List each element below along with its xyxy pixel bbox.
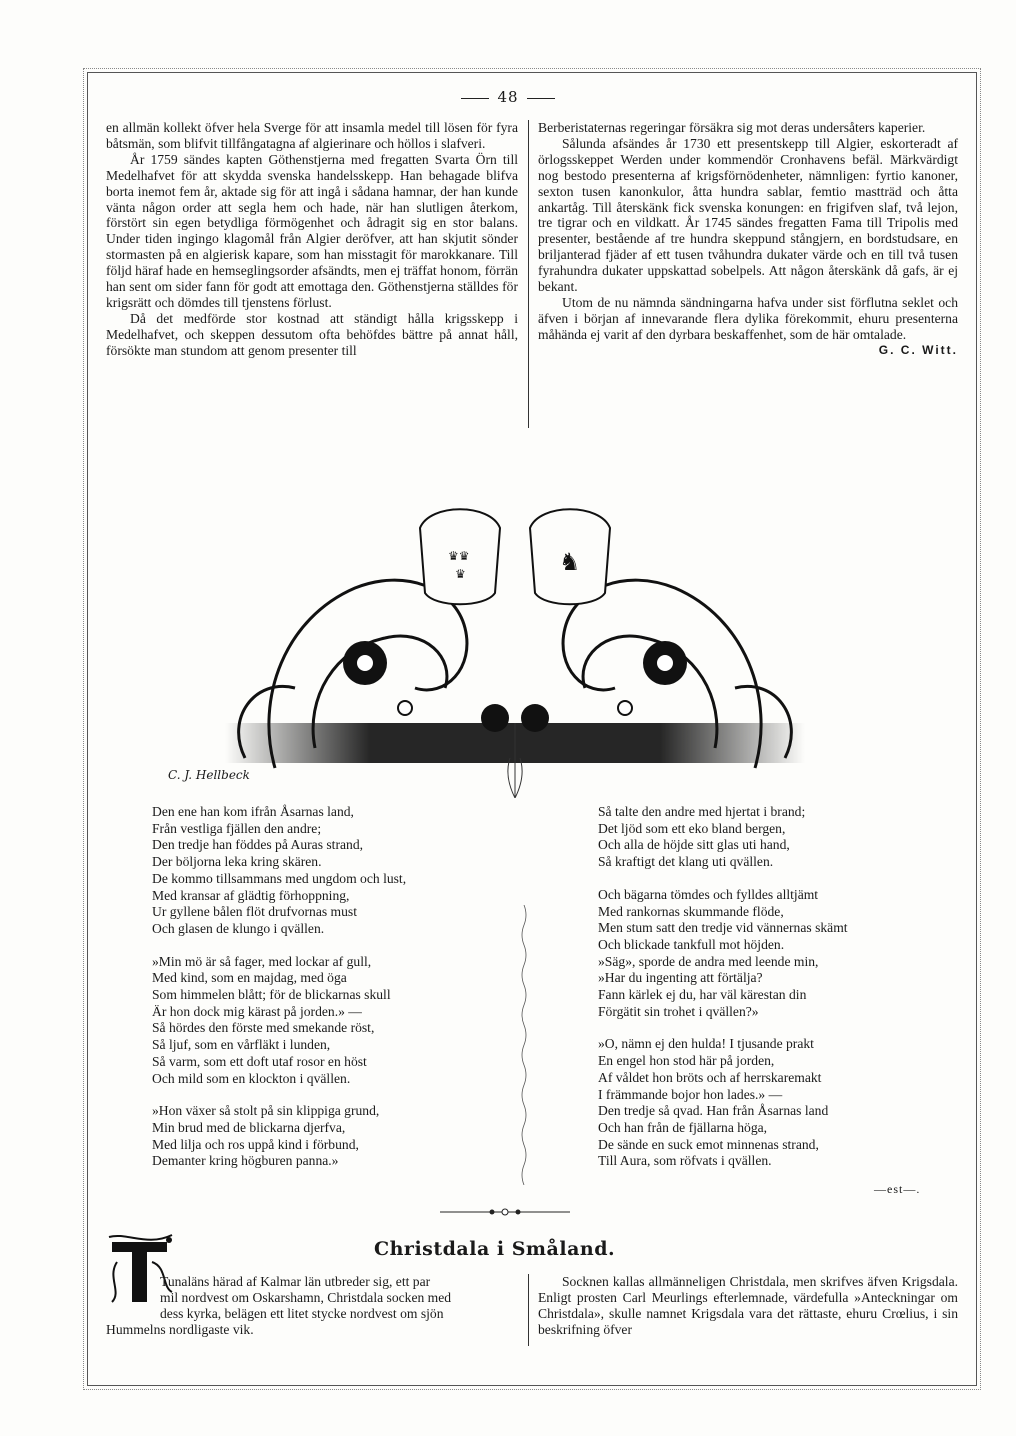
paragraph: Då det medförde stor kostnad att ständigt hålla krigsskepp i Medelhafvet, och skeppen dessutom ofta behöfdes bättre på annat håll, försökte man stundom att genom presenter till (106, 310, 518, 358)
poem-line: Med lilja och ros uppå kind i förbund, (152, 1136, 359, 1152)
column-rule (528, 1274, 529, 1346)
paragraph: Socknen kallas allmänneligen Christdala, men skrifves äfven Krigsdala. Enligt prosten Carl Meurlings efterlemnade, värdefulla »Anteckningar om Christdala», skulle namnet Krigsdala vara det rättaste, ehuru Crœlius, i sin beskrifning öfver (538, 1274, 958, 1337)
poem-line: De sände en suck emot minnenas strand, (598, 1136, 819, 1152)
poem-line: Från vestliga fjällen den andre; (152, 820, 322, 836)
poem-line: »Min mö är så fager, med lockar af gull, (152, 953, 372, 969)
artist-signature: C. J. Hellbeck (168, 768, 250, 782)
poem-stanza (598, 1036, 938, 1170)
article-line: Tunaläns härad af Kalmar län utbreder sig, ett par (160, 1274, 431, 1289)
poem-line: Ur gyllene bålen flöt drufvornas must (152, 904, 357, 920)
article-right-column (538, 1274, 958, 1338)
poem-line: Fann kärlek ej du, har väl kärestan din (598, 987, 807, 1003)
poem-left-column (152, 804, 492, 1186)
poem-line: Är hon dock mig kärast på jorden.» — (152, 1003, 362, 1019)
poem-line: Som himmelen blått; för de blickarnas skull (152, 987, 391, 1003)
poem-line: De kommo tillsammans med ungdom och lust, (152, 870, 407, 886)
svg-text:♞: ♞ (559, 548, 581, 576)
svg-text:♛♛: ♛♛ (448, 549, 470, 563)
article-line: mil nordvest om Oskarshamn, Christdala socken med (160, 1289, 452, 1305)
column-ornament-rule (520, 905, 528, 1185)
article-left-column (106, 1274, 518, 1338)
poem-line: »Har du ingenting att förtälja? (598, 970, 763, 986)
poem-line: Den tredje så qvad. Han från Åsarnas land (598, 1103, 829, 1119)
section-divider (440, 1206, 570, 1218)
article-line: Hummelns nordligaste vik. (106, 1321, 254, 1337)
right-column-text (538, 120, 958, 359)
article-line: dess kyrka, belägen ett litet stycke nordvest om sjön (160, 1305, 444, 1321)
paragraph: en allmän kollekt öfver hela Sverge för att insamla medel till lösen för fyra båtsmän, som blifvit tillfångatagna af algierinare och höllos i slafveri. (106, 120, 518, 151)
poem-line: I främmande bojor hon lades.» — (598, 1086, 783, 1102)
poem-signature: —est—. (874, 1182, 921, 1196)
article-title: Christdala i Småland. (374, 1238, 616, 1260)
poem-line: Den ene han kom ifrån Åsarnas land, (152, 804, 354, 819)
svg-text:♛: ♛ (455, 567, 466, 581)
poem-line: Till Aura, som röfvats i qvällen. (598, 1153, 772, 1169)
poem-line: »Hon växer så stolt på sin klippiga grund, (152, 1103, 380, 1119)
poem-line: Demanter kring högburen panna.» (152, 1153, 339, 1169)
poem-right-column (598, 804, 938, 1186)
poem-line: Så kraftigt det klang uti qvällen. (598, 854, 774, 870)
poem-line: Och alla de höjde sitt glas uti hand, (598, 837, 790, 853)
paragraph: År 1759 sändes kapten Göthenstjerna med fregatten Svarta Örn till Medelhafvet för att skydda svenska handelsskepp. Han behagade blifva borta inemot fem år, aktade sig för att ingå i sådana hamnar, der han kunde vänta någon order att segla hem och hade, när han slutligen återkom, förstört sin egen betydliga förmögenhet och ådragit sig en stor balans. Under tiden ingingo klagomål från Algier deröfver, att han skjutit sönder stormasten på en algierisk kapare, som han misstagit för marokkanare. Till följd häraf hade en hemseglingsorder afsändts, men ej träffat honom, förrän han sent om sider fann för godt att emottaga den. Göthenstjerna ställdes för krigsrätt och dömdes till tjenstens förlust. (106, 151, 518, 310)
poem-line: Med rankornas skummande flöde, (598, 903, 784, 919)
poem-line: Förgätit sin trohet i qvällen?» (598, 1003, 759, 1019)
poem-line: Med kind, som en majdag, med öga (152, 970, 347, 986)
paragraph: Sålunda afsändes år 1730 ett presentskepp till Algier, eskorteradt af örlogsskeppet Werden under kommendör Cronhavens befäl. Märkvärdigt nog bestodo presenterna af krigsförnödenheter, nämnligen: fyrtio kanoner, sexton tusen kanonkulor, åtta hundra sablar, femtio mastträd och åtta ankartåg. Till återskänk fick svenska konungen: en frigifven slaf, två lejon, tre tigrar och en vildkatt. År 1745 sändes fregatten Fama till Tripolis med presenter, bestående af tre hundra skeppund stångjern, en bordstudsare, en briljanterad fjäder af ett tusen tvåhundra dukater värde och en till två tusen fyrahundra dukater uppskattad sobelpels. Att någon återskänk då gafs, är ej bekant. (538, 135, 958, 295)
poem-line: Så varm, som ett doft utaf rosor en höst (152, 1053, 367, 1069)
poem-line: Och bägarna tömdes och fylldes alltjämt (598, 886, 819, 902)
ornamental-vignette (165, 498, 865, 798)
poem-line: Och glasen de klungo i qvällen. (152, 920, 325, 936)
poem-line: Och han från de fjällarna höga, (598, 1119, 768, 1135)
poem-stanza (152, 804, 492, 938)
poem-line: Men stum satt den tredje vid vännernas skämt (598, 920, 848, 936)
paragraph: Utom de nu nämnda sändningarna hafva under sist förflutna seklet och äfven i början af innevarande flera dylika förekommit, ehuru presenterna måhända ej varit af den dyrbara beskaffenhet, som de här omtalade. G. C. Witt. (538, 294, 958, 357)
poem-line: Der böljorna leka kring skären. (152, 854, 322, 870)
poem-line: Af våldet hon bröts och af herrskaremakt (598, 1069, 822, 1085)
page-number: 48 (0, 88, 1016, 106)
poem-line: »Säg», sporde de andra med leende min, (598, 953, 819, 969)
poem-stanza (598, 887, 938, 1021)
poem-line: Den tredje han föddes på Auras strand, (152, 837, 364, 853)
poem-line: Så hördes den förste med smekande röst, (152, 1020, 375, 1036)
poem-line: Så talte den andre med hjertat i brand; (598, 804, 806, 819)
column-rule (528, 120, 529, 428)
poem-line: Med kransar af glädtig förhoppning, (152, 887, 350, 903)
poem-line: Det ljöd som ett eko bland bergen, (598, 820, 786, 836)
poem-line: »O, nämn ej den hulda! I tjusande prakt (598, 1036, 814, 1052)
poem-line: Och mild som en klockton i qvällen. (152, 1070, 351, 1086)
poem-stanza (152, 954, 492, 1088)
poem-line: En engel hon stod här på jorden, (598, 1053, 775, 1069)
paragraph: Berberistaternas regeringar försäkra sig mot deras undersåters kaperier. (538, 120, 926, 135)
poem-line: Min brud med de blickarna djerfva, (152, 1119, 346, 1135)
poem-stanza (152, 1103, 492, 1170)
poem-stanza (598, 804, 938, 871)
poem-line: Så ljuf, som en vårfläkt i lunden, (152, 1037, 331, 1053)
author-signature: G. C. Witt. (878, 342, 958, 357)
poem-line: Och blickade tankfull mot höjden. (598, 936, 785, 952)
left-column-text (106, 120, 518, 359)
